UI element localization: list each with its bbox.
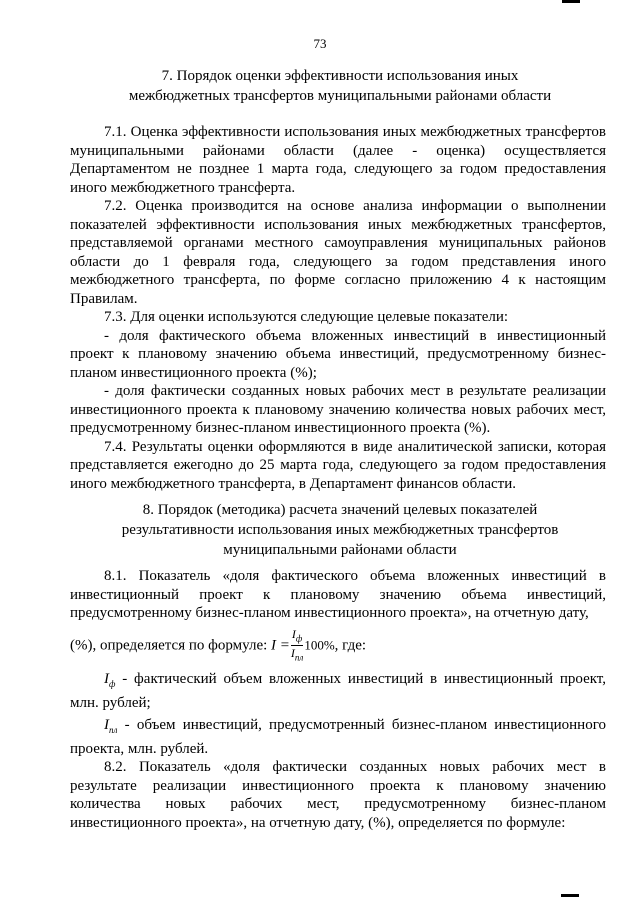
scan-mark-top (562, 0, 580, 3)
section-8-title-line-3: муниципальными районами области (223, 542, 457, 558)
definition-planned-investment (70, 716, 606, 758)
definition-actual-investment (70, 670, 606, 712)
section-8-title-line-2: результативности использования иных межбюджетных трансфертов (121, 522, 559, 538)
formula-numerator-var: I (291, 626, 296, 641)
section-8-title-line-1: 8. Порядок (методика) расчета значений целевых показателей (142, 502, 538, 518)
def1-sub: ф (109, 679, 116, 690)
paragraph-7-4: 7.4. Результаты оценки оформляются в виде аналитической записки, которая представляется ежегодно до 25 марта года, следующего за годом предоставления иного межбюджетного трансферта, в Департамент финансов области. (70, 438, 606, 492)
paragraph-7-3-item-1: - доля фактического объема вложенных инвестиций в инвестиционный проект к плановому значению объема инвестиций, предусмотренному бизнес-планом инвестиционного проекта (%); (70, 327, 606, 381)
efficiency-formula (271, 627, 335, 665)
paragraph-7-3: 7.3. Для оценки используются следующие целевые показатели: (104, 309, 509, 325)
formula-numerator (291, 627, 303, 646)
def1-var: I (104, 671, 109, 688)
paragraph-7-3-item-2: - доля фактически созданных новых рабочих мест в результате реализации инвестиционного проекта к плановому значению количества новых рабочих мест, предусмотренному бизнес-планом инвестиционного проекта (%). (70, 383, 606, 436)
def2-var: I (104, 717, 109, 734)
formula-denominator-sub: пл (294, 652, 304, 663)
paragraph-7-2: 7.2. Оценка производится на основе анализа информации о выполнении показателей эффективности использования иных межбюджетных трансфертов, представляемой органами местного самоуправления муниципальных районов области до 1 февраля года, следующего за годом представления иного межбюджетного трансферта, по форме согласно приложению 4 к настоящим Правилам. (70, 198, 606, 307)
paragraph-8-2: 8.2. Показатель «доля фактически созданных новых рабочих мест в результате реализации инвестиционного проекта к плановому значению количества новых рабочих мест, предусмотренному бизнес-планом инвестиционного проекта», на отчетную дату, (%), определяется по формуле: (70, 759, 606, 831)
def1-text: - фактический объем вложенных инвестиций в инвестиционный проект, млн. рублей; (70, 671, 606, 711)
formula-line (70, 627, 606, 665)
def2-text: - объем инвестиций, предусмотренный бизнес-планом инвестиционного проекта, млн. рублей. (70, 717, 606, 757)
formula-numerator-sub: ф (295, 632, 303, 643)
formula-lhs: I = (271, 636, 290, 653)
section-8-body (70, 567, 606, 832)
formula-intro: (%), определяется по формуле: (70, 636, 272, 653)
section-8-title (70, 500, 610, 560)
page-number: 73 (313, 36, 327, 51)
def2-variable (104, 717, 118, 736)
formula-factor: 100% (304, 636, 335, 652)
section-7-title-line-2: межбюджетных трансфертов муниципальными районами области (128, 88, 552, 104)
def1-variable (104, 671, 116, 690)
section-7-body (70, 123, 606, 493)
formula-outro: , где: (334, 636, 367, 653)
scan-mark-bottom (561, 894, 579, 897)
paragraph-7-1: 7.1. Оценка эффективности использования иных межбюджетных трансфертов муниципальными районами области (далее - оценка) осуществляется Департаментом не позднее 1 марта года, следующего за годом предоставления иного межбюджетного трансферта. (70, 124, 606, 196)
paragraph-8-1: 8.1. Показатель «доля фактического объема вложенных инвестиций в инвестиционный проект к плановому значению объема инвестиций, предусмотренному бизнес-планом инвестиционного проекта», на отчетную дату, (70, 568, 606, 621)
formula-fraction (291, 627, 303, 665)
def2-sub: пл (109, 725, 118, 736)
section-7-title-line-1: 7. Порядок оценки эффективности использования иных (161, 68, 519, 84)
formula-denominator-var: I (290, 645, 295, 660)
section-7-title (70, 66, 610, 106)
formula-denominator (291, 646, 303, 664)
